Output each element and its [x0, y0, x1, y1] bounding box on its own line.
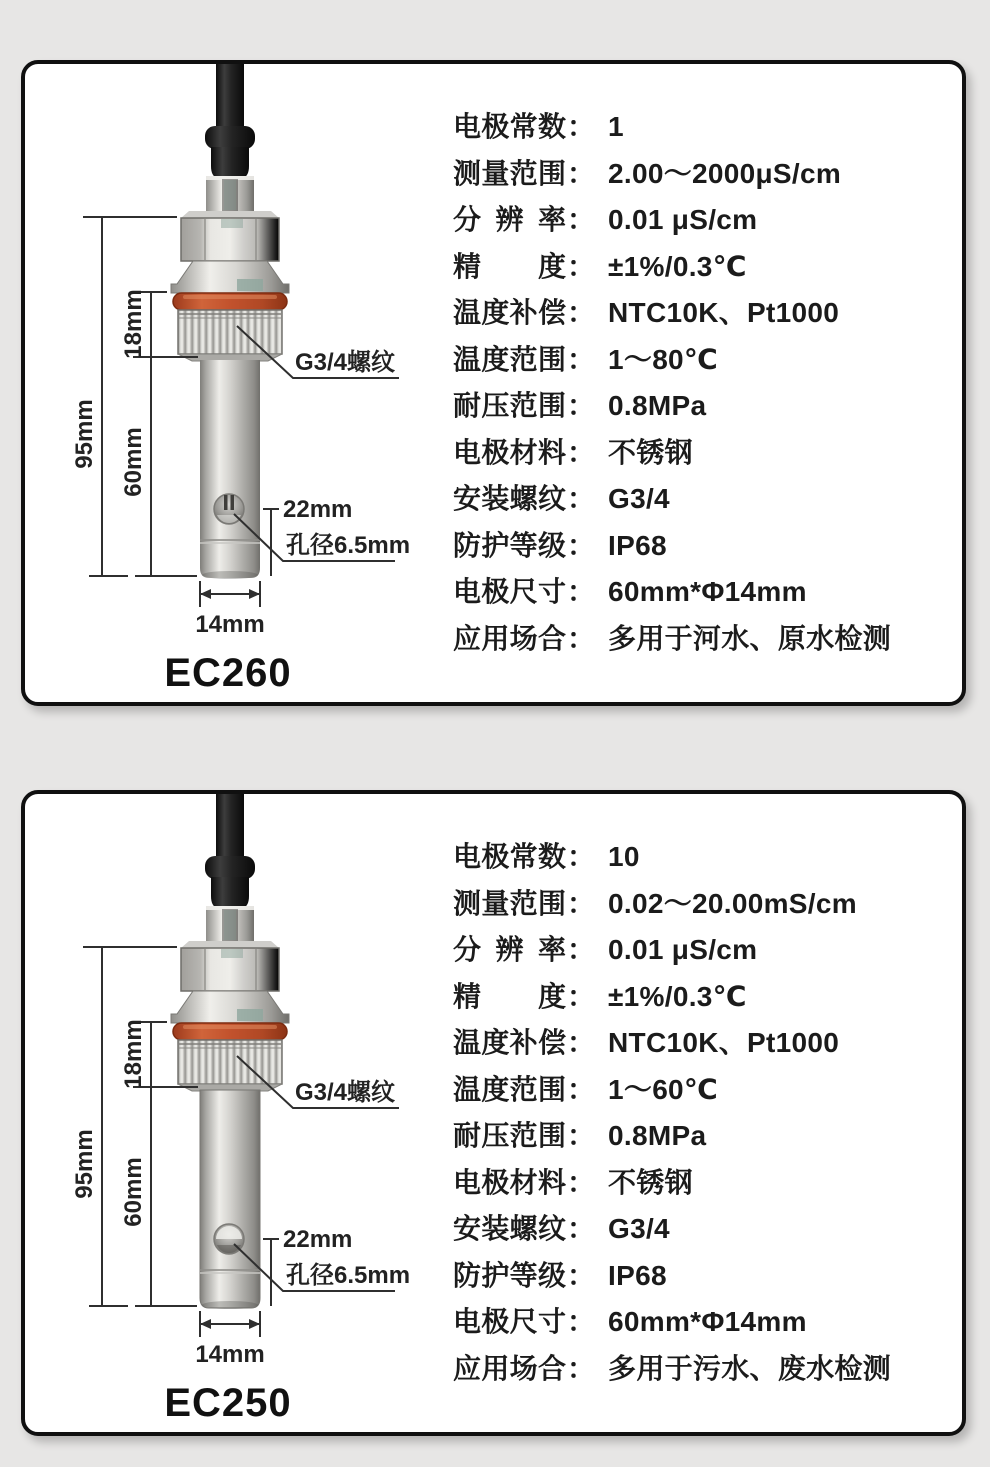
spec-colon: ： — [567, 576, 596, 607]
spec-colon: ： — [567, 343, 596, 375]
spec-label: 安装螺纹 — [453, 483, 566, 514]
spec-row — [453, 1299, 958, 1346]
cable-boot — [211, 877, 249, 908]
spec-value: NTC10K、Pt1000 — [608, 1027, 840, 1058]
spec-value: 1 — [608, 111, 624, 142]
spec-value: 不锈钢 — [608, 1166, 693, 1198]
sensor-illustration — [25, 794, 445, 1432]
spec-label: 测量范围 — [453, 157, 566, 189]
spec-row — [453, 1020, 958, 1067]
sensor-body — [171, 64, 289, 579]
spec-colon: ： — [567, 204, 596, 235]
spec-row — [453, 337, 958, 384]
cable — [216, 64, 244, 132]
dim-thread-length: 18mm — [120, 289, 147, 359]
spec-label: 分辨率 — [453, 934, 566, 965]
spec-value: 1～80℃ — [608, 343, 719, 375]
cable-boot-flange — [205, 126, 255, 149]
dim-hole-diameter: 孔径6.5mm — [286, 1262, 411, 1289]
spec-value: 0.01 μS/cm — [608, 204, 758, 235]
sensor-diagram — [25, 794, 445, 1432]
spec-colon: ： — [567, 111, 596, 142]
spec-row — [453, 244, 958, 291]
dim-thread-length: 18mm — [120, 1019, 147, 1089]
spec-label: 温度范围 — [453, 1073, 566, 1105]
spec-row — [453, 616, 958, 663]
spec-label: 精度 — [453, 980, 566, 1012]
spec-row — [453, 151, 958, 198]
dim-tip-diameter: 14mm — [195, 1341, 265, 1368]
spec-colon: ： — [567, 1120, 596, 1151]
spec-colon: ： — [567, 934, 596, 965]
spec-value: 60mm*Φ14mm — [608, 1306, 807, 1337]
spec-colon: ： — [567, 1027, 596, 1058]
spec-row — [453, 290, 958, 337]
spec-value: 不锈钢 — [608, 436, 693, 468]
thread-type-label: G3/4螺纹 — [295, 349, 396, 376]
spec-row — [453, 1346, 958, 1393]
spec-row — [453, 1160, 958, 1207]
spec-colon: ： — [567, 297, 596, 328]
spec-value: 0.8MPa — [608, 1120, 707, 1151]
spec-label: 电极材料 — [453, 1166, 566, 1198]
thread-section — [178, 1040, 282, 1084]
spec-colon: ： — [567, 157, 596, 189]
product-card-ec260 — [21, 60, 966, 706]
spec-row — [453, 881, 958, 928]
spec-label: 温度范围 — [453, 343, 566, 375]
cable-boot-flange — [205, 856, 255, 879]
spec-value: 多用于河水、原水检测 — [608, 622, 892, 654]
spec-value: IP68 — [608, 529, 667, 561]
spec-label: 电极常数 — [453, 841, 566, 872]
spec-colon: ： — [567, 250, 596, 282]
spec-colon: ： — [567, 483, 596, 514]
spec-list — [453, 104, 958, 662]
sensor-diagram — [25, 64, 445, 702]
spec-label: 应用场合 — [453, 622, 566, 654]
spec-label: 安装螺纹 — [453, 1213, 566, 1244]
spec-value: 0.02～20.00mS/cm — [608, 887, 857, 919]
sensor-illustration — [25, 64, 445, 702]
spec-value: ±1%/0.3℃ — [608, 980, 747, 1012]
dim-hole-diameter: 孔径6.5mm — [286, 532, 411, 559]
spec-colon: ： — [567, 887, 596, 919]
spec-colon: ： — [567, 980, 596, 1012]
spec-value: 0.01 μS/cm — [608, 934, 758, 965]
spec-row — [453, 197, 958, 244]
dim-total-length: 95mm — [71, 399, 98, 469]
spec-row — [453, 1067, 958, 1114]
spec-colon: ： — [567, 1166, 596, 1198]
spec-label: 电极材料 — [453, 436, 566, 468]
spec-colon: ： — [567, 390, 596, 421]
spec-colon: ： — [567, 1213, 596, 1244]
model-name: EC250 — [164, 1381, 292, 1425]
spec-value: 2.00～2000μS/cm — [608, 157, 842, 189]
spec-label: 分辨率 — [453, 204, 566, 235]
dim-hole-to-tip: 22mm — [283, 1226, 353, 1253]
sensor-body — [171, 794, 289, 1309]
spec-label: 应用场合 — [453, 1352, 566, 1384]
product-card-ec250 — [21, 790, 966, 1436]
spec-value: NTC10K、Pt1000 — [608, 297, 840, 328]
spec-row — [453, 1113, 958, 1160]
thread-section — [178, 310, 282, 354]
spec-value: 0.8MPa — [608, 390, 707, 421]
spec-value: 1～60℃ — [608, 1073, 719, 1105]
electrode-shaft — [200, 360, 260, 578]
spec-row — [453, 383, 958, 430]
spec-value: 多用于污水、废水检测 — [608, 1352, 892, 1384]
dim-total-length: 95mm — [71, 1129, 98, 1199]
spec-row — [453, 974, 958, 1021]
spec-row — [453, 1206, 958, 1253]
spec-label: 防护等级 — [453, 1259, 566, 1291]
spec-label: 测量范围 — [453, 887, 566, 919]
spec-colon: ： — [567, 841, 596, 872]
spec-value: ±1%/0.3℃ — [608, 250, 747, 282]
thread-type-label: G3/4螺纹 — [295, 1079, 396, 1106]
spec-row — [453, 104, 958, 151]
spec-list — [453, 834, 958, 1392]
spec-colon: ： — [567, 529, 596, 561]
spec-row — [453, 1253, 958, 1300]
cone-flange — [171, 261, 289, 293]
spec-label: 电极常数 — [453, 111, 566, 142]
spec-colon: ： — [567, 1306, 596, 1337]
electrode-shaft — [200, 1090, 260, 1308]
spec-colon: ： — [567, 622, 596, 654]
dim-tip-diameter: 14mm — [195, 611, 265, 638]
dim-electrode-length: 60mm — [120, 427, 147, 497]
spec-label: 耐压范围 — [453, 1120, 566, 1151]
spec-value: G3/4 — [608, 1213, 670, 1244]
spec-colon: ： — [567, 1073, 596, 1105]
spec-label: 电极尺寸 — [453, 576, 566, 607]
spec-colon: ： — [567, 1259, 596, 1291]
spec-row — [453, 476, 958, 523]
spec-label: 温度补偿 — [453, 1027, 566, 1058]
spec-value: 10 — [608, 841, 640, 872]
dim-electrode-length: 60mm — [120, 1157, 147, 1227]
cone-flange — [171, 991, 289, 1023]
spec-value: 60mm*Φ14mm — [608, 576, 807, 607]
spec-value: IP68 — [608, 1259, 667, 1291]
spec-label: 防护等级 — [453, 529, 566, 561]
spec-label: 精度 — [453, 250, 566, 282]
spec-label: 温度补偿 — [453, 297, 566, 328]
spec-row — [453, 927, 958, 974]
spec-value: G3/4 — [608, 483, 670, 514]
model-name: EC260 — [164, 651, 292, 695]
spec-label: 耐压范围 — [453, 390, 566, 421]
spec-label: 电极尺寸 — [453, 1306, 566, 1337]
spec-colon: ： — [567, 436, 596, 468]
spec-row — [453, 834, 958, 881]
spec-colon: ： — [567, 1352, 596, 1384]
cable — [216, 794, 244, 862]
spec-row — [453, 430, 958, 477]
cable-boot — [211, 147, 249, 178]
spec-row — [453, 569, 958, 616]
spec-row — [453, 523, 958, 570]
dim-hole-to-tip: 22mm — [283, 496, 353, 523]
